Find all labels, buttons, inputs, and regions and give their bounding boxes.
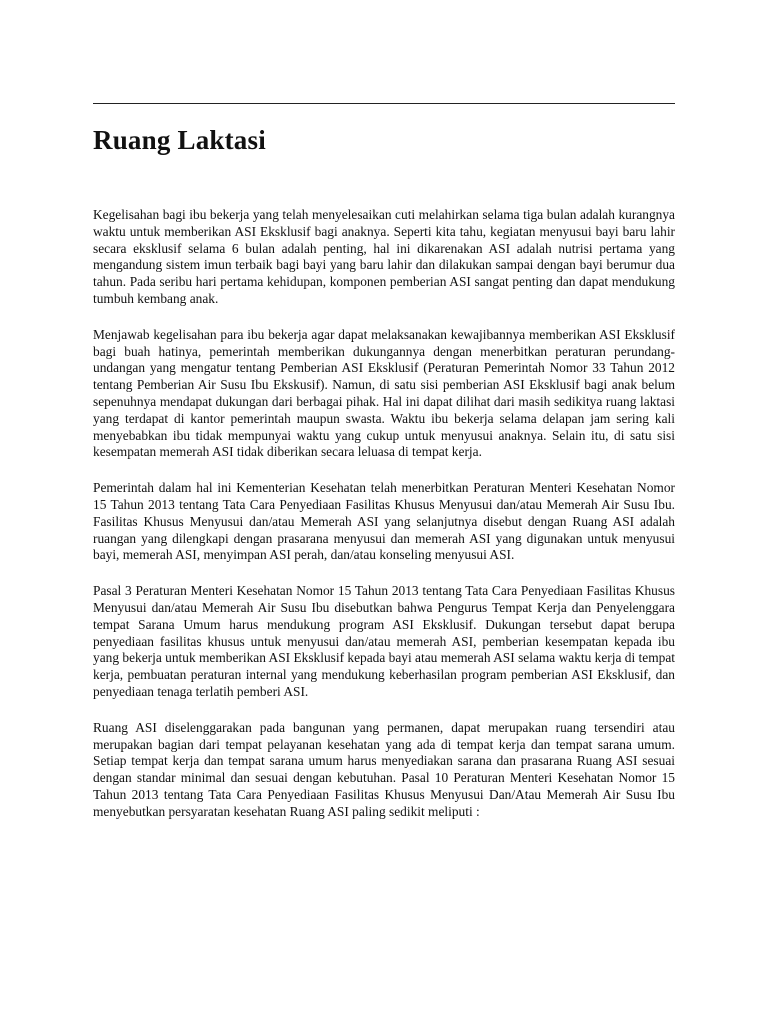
page-title: Ruang Laktasi [93, 125, 266, 155]
paragraph-5: Ruang ASI diselenggarakan pada bangunan yang permanen, dapat merupakan ruang tersendiri atau merupakan bagian dari tempat pelayanan kesehatan yang ada di tempat kerja dan tempat sarana umum. Setiap tempat kerja dan tempat sarana umum harus menyediakan sarana dan prasarana Ruang ASI sesuai dengan standar minimal dan sesuai dengan kebutuhan. Pasal 10 Peraturan Menteri Kesehatan Nomor 15 Tahun 2013 tentang Tata Cara Penyediaan Fasilitas Khusus Menyusui Dan/Atau Memerah Air Susu Ibu menyebutkan persyaratan kesehatan Ruang ASI paling sedikit meliputi : [93, 719, 675, 819]
header-divider [93, 103, 675, 104]
paragraph-3: Pemerintah dalam hal ini Kementerian Kesehatan telah menerbitkan Peraturan Menteri Kesehatan Nomor 15 Tahun 2013 tentang Tata Cara Penyediaan Fasilitas Khusus Menyusui dan/atau Memerah Air Susu Ibu. Fasilitas Khusus Menyusui dan/atau Memerah ASI yang selanjutnya disebut dengan Ruang ASI adalah ruangan yang dilengkapi dengan prasarana menyusui dan memerah ASI yang digunakan untuk menyusui bayi, memerah ASI, menyimpan ASI perah, dan/atau konseling menyusui ASI. [93, 480, 675, 563]
document-body [93, 207, 675, 840]
paragraph-2: Menjawab kegelisahan para ibu bekerja agar dapat melaksanakan kewajibannya memberikan ASI Eksklusif bagi buah hatinya, pemerintah memberikan dukungannya dengan menerbitkan peraturan perundang-undangan yang mengatur tentang Pemberian ASI Eksklusif (Peraturan Pemerintah Nomor 33 Tahun 2012 tentang Pemberian Air Susu Ibu Ekskusif). Namun, di satu sisi pemberian ASI Eksklusif bagi anak belum sepenuhnya mendapat dukungan dari berbagai pihak. Hal ini dapat dilihat dari masih sedikitya ruang laktasi yang terdapat di kantor pemerintah maupun swasta. Waktu ibu bekerja selama delapan jam sering kali menyebabkan ibu tidak mempunyai waktu yang cukup untuk menyusui anaknya. Selain itu, di satu sisi kesempatan memerah ASI tidak diberikan secara leluasa di tempat kerja. [93, 326, 675, 460]
paragraph-1: Kegelisahan bagi ibu bekerja yang telah menyelesaikan cuti melahirkan selama tiga bulan adalah kurangnya waktu untuk memberikan ASI Eksklusif bagi anaknya. Seperti kita tahu, kegiatan menyusui bayi baru lahir secara eksklusif selama 6 bulan adalah penting, hal ini dikarenakan ASI adalah nutrisi pertama yang mengandung sistem imun terbaik bagi bayi yang baru lahir dan dilakukan sampai dengan bayi berumur dua tahun. Pada seribu hari pertama kehidupan, komponen pemberian ASI sangat penting dan dapat mendukung tumbuh kembang anak. [93, 207, 675, 306]
paragraph-4: Pasal 3 Peraturan Menteri Kesehatan Nomor 15 Tahun 2013 tentang Tata Cara Penyediaan Fasilitas Khusus Menyusui dan/atau Memerah Air Susu Ibu disebutkan bahwa Pengurus Tempat Kerja dan Penyelenggara tempat Sarana Umum harus mendukung program ASI Eksklusif. Dukungan tersebut dapat berupa penyediaan fasilitas khusus untuk menyusui dan/atau memerah ASI, pemberian kesempatan kepada ibu yang bekerja untuk memberikan ASI Eksklusif kepada bayi atau memerah ASI selama waktu kerja di tempat kerja, pembuatan peraturan internal yang mendukung keberhasilan program pemberian ASI Eksklusif, dan penyediaan tenaga terlatih pemberi ASI. [93, 583, 675, 699]
